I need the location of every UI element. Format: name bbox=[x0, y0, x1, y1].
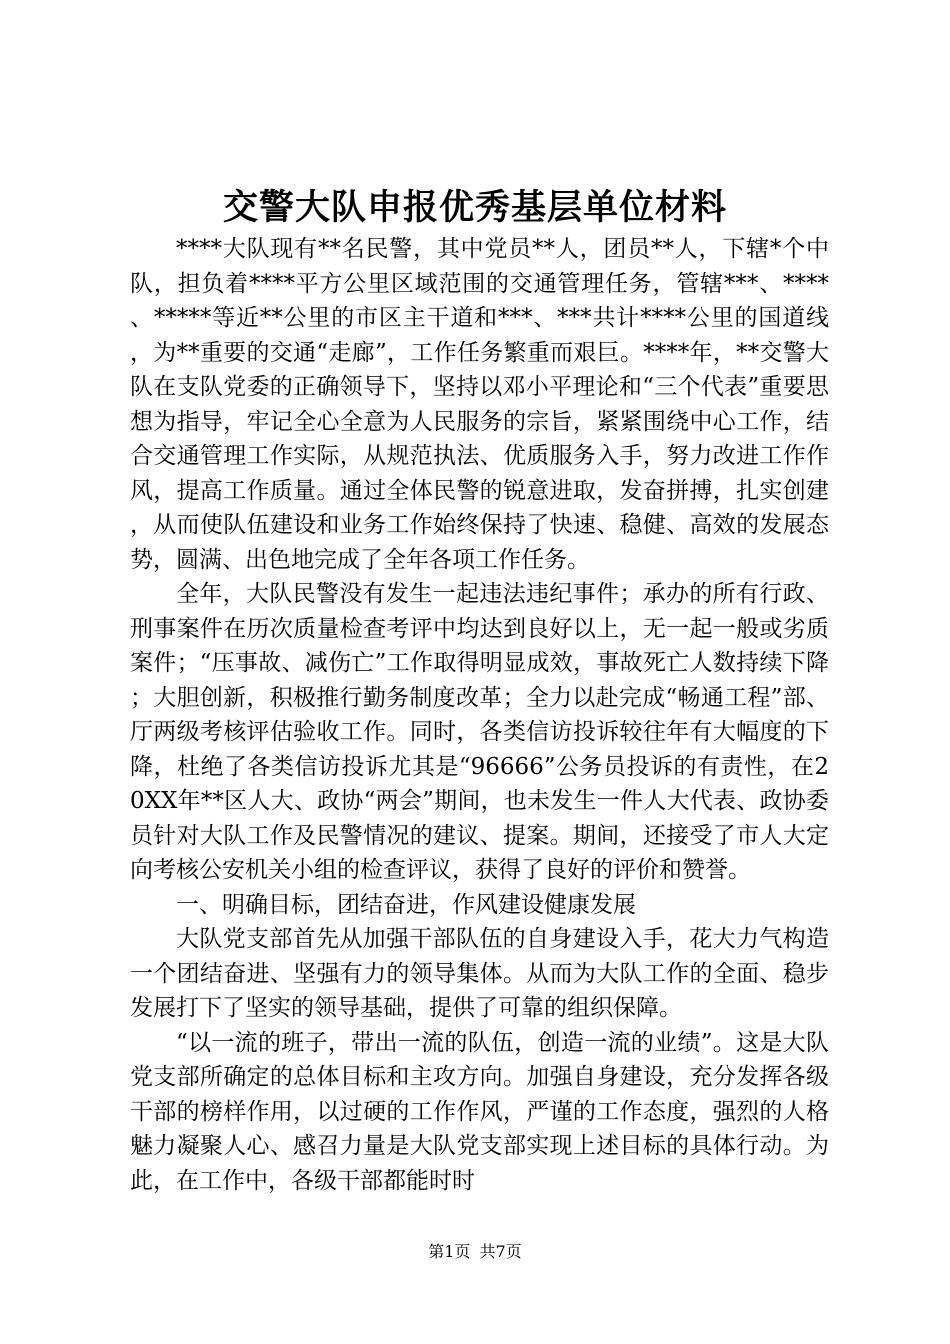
paragraph-intro: ****大队现有**名民警，其中党员**人，团员**人，下辖*个中队，担负着****平方公里区域范围的交通管理任务，管辖***、****、*****等近**公里的市区主干道和***、***共计****公里的国道线，为**重要的交通“走廊”，工作任务繁重而艰巨。****年，**交警大队在支队党委的正确领导下，坚持以邓小平理论和“三个代表”重要思想为指导，牢记全心全意为人民服务的宗旨，紧紧围绕中心工作，结合交通管理工作实际，从规范执法、优质服务入手，努力改进工作作风，提高工作质量。通过全体民警的锐意进取，发奋拼搏，扎实创建，从而使队伍建设和业务工作始终保持了快速、稳健、高效的发展态势，圆满、出色地完成了全年各项工作任务。 bbox=[130, 236, 829, 573]
document-body bbox=[130, 232, 829, 1198]
page-total: 共7页 bbox=[479, 1242, 522, 1261]
document-title: 交警大队申报优秀基层单位材料 bbox=[222, 187, 727, 228]
paragraph-achievements: 全年，大队民警没有发生一起违法违纪事件；承办的所有行政、刑事案件在历次质量检查考评中均达到良好以上，无一起一般或劣质案件；“压事故、减伤亡”工作取得明显成效，事故死亡人数持续下降；大胆创新，积极推行勤务制度改革；全力以赴完成“畅通工程”部、厅两级考核评估验收工作。同时，各类信访投诉较往年有大幅度的下降，杜绝了各类信访投诉尤其是“96666”公务员投诉的有责性，在20XX年**区人大、政协“两会”期间，也未发生一件人大代表、政协委员针对大队工作及民警情况的建议、提案。期间，还接受了市人大定向考核公安机关小组的检查评议，获得了良好的评价和赞誉。 bbox=[130, 581, 829, 883]
page-number: 第1页 bbox=[428, 1242, 471, 1261]
paragraph-leadership: 大队党支部首先从加强干部队伍的自身建设入手，花大力气构造一个团结奋进、坚强有力的领导集体。从而为大队工作的全面、稳步发展打下了坚实的领导基础，提供了可靠的组织保障。 bbox=[130, 926, 829, 1021]
page-footer bbox=[0, 1240, 950, 1264]
section-heading-1: 一、明确目标，团结奋进，作风建设健康发展 bbox=[176, 891, 636, 918]
paragraph-goals: “以一流的班子，带出一流的队伍，创造一流的业绩”。这是大队党支部所确定的总体目标和主攻方向。加强自身建设，充分发挥各级干部的榜样作用，以过硬的工作作风，严谨的工作态度，强烈的人格魅力凝聚人心、感召力量是大队党支部实现上述目标的具体行动。为此，在工作中，各级干部都能时时 bbox=[130, 1029, 829, 1194]
